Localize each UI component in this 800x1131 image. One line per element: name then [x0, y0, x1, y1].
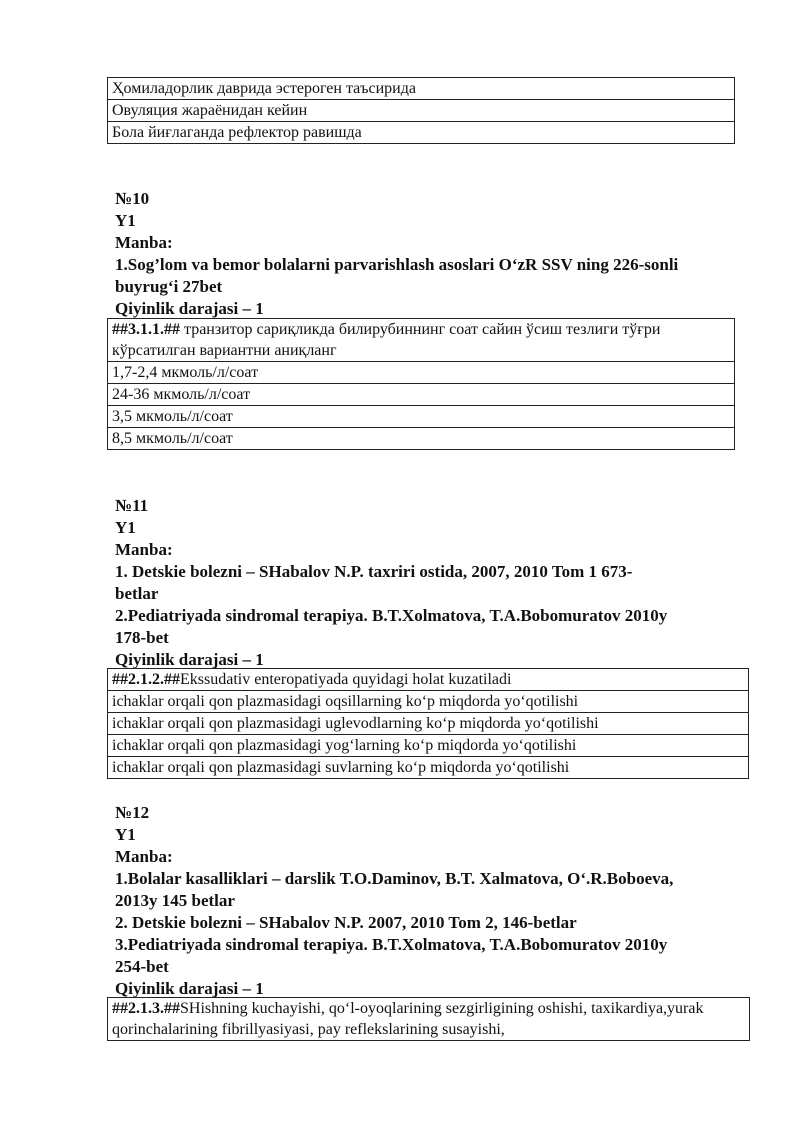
answer-cell: 24-36 мкмоль/л/соат: [108, 384, 735, 406]
table-row: [108, 757, 749, 779]
source-line: betlar: [115, 584, 159, 603]
answer-cell: Бола йиғлаганда рефлектор равишда: [108, 122, 735, 144]
source-line: 1. Detskie bolezni – SHabalov N.P. taxriri ostida, 2007, 2010 Tom 1 673-: [115, 562, 633, 581]
answer-cell: ichaklar orqali qon plazmasidagi suvlarning ko‘p miqdorda yo‘qotilishi: [108, 757, 749, 779]
source-label: Manba:: [115, 233, 173, 252]
question-12-header: [115, 802, 765, 1000]
question-number: №10: [115, 189, 150, 208]
table-row: [108, 406, 735, 428]
answer-cell: ichaklar orqali qon plazmasidagi yog‘larning ko‘p miqdorda yo‘qotilishi: [108, 735, 749, 757]
question-cell: [108, 669, 749, 691]
question-number: №11: [115, 496, 149, 515]
table-row: [108, 384, 735, 406]
question-code: ##2.1.3.##: [112, 1000, 180, 1017]
question-code: ##3.1.1.##: [112, 321, 180, 338]
question-10-header: [115, 188, 765, 320]
answer-cell: 3,5 мкмоль/л/соат: [108, 406, 735, 428]
question-level: Y1: [115, 211, 136, 230]
source-line: 1.Sog’lom va bemor bolalarni parvarishlash asoslari O‘zR SSV ning 226-sonli: [115, 255, 679, 274]
question-10-table: [107, 318, 735, 450]
table-row: [108, 691, 749, 713]
table-row: [108, 735, 749, 757]
source-line: 2013y 145 betlar: [115, 891, 235, 910]
table-row: [108, 713, 749, 735]
question-11-header: [115, 495, 765, 671]
difficulty-label: Qiyinlik darajasi – 1: [115, 650, 264, 669]
question-row: [108, 319, 735, 362]
difficulty-label: Qiyinlik darajasi – 1: [115, 979, 264, 998]
answers-table-continued: [107, 77, 735, 144]
question-cell: [108, 998, 750, 1041]
table-row: [108, 78, 735, 100]
source-line: 254-bet: [115, 957, 169, 976]
source-line: 2.Pediatriyada sindromal terapiya. B.T.Xolmatova, T.A.Bobomuratov 2010y: [115, 606, 668, 625]
source-line: 1.Bolalar kasalliklari – darslik T.O.Daminov, B.T. Xalmatova, O‘.R.Boboeva,: [115, 869, 674, 888]
table-row: [108, 362, 735, 384]
answer-cell: ichaklar orqali qon plazmasidagi uglevodlarning ko‘p miqdorda yo‘qotilishi: [108, 713, 749, 735]
question-level: Y1: [115, 518, 136, 537]
answer-cell: 1,7-2,4 мкмоль/л/соат: [108, 362, 735, 384]
answer-cell: 8,5 мкмоль/л/соат: [108, 428, 735, 450]
question-code: ##2.1.2.##: [112, 671, 180, 688]
source-label: Manba:: [115, 847, 173, 866]
source-line: 2. Detskie bolezni – SHabalov N.P. 2007, 2010 Tom 2, 146-betlar: [115, 913, 577, 932]
answer-cell: Овуляция жараёнидан кейин: [108, 100, 735, 122]
question-text: транзитор сариқликда билирубиннинг соат сайин ўсиш тезлиги тўғри кўрсатилган вариантни аниқланг: [112, 321, 661, 359]
table-row: [108, 122, 735, 144]
question-row: [108, 998, 750, 1041]
question-number: №12: [115, 803, 150, 822]
question-12-table: [107, 997, 750, 1041]
question-row: [108, 669, 749, 691]
question-11-table: [107, 668, 749, 779]
source-line: 3.Pediatriyada sindromal terapiya. B.T.Xolmatova, T.A.Bobomuratov 2010y: [115, 935, 668, 954]
question-level: Y1: [115, 825, 136, 844]
source-line: buyrug‘i 27bet: [115, 277, 223, 296]
question-text: SHishning kuchayishi, qo‘l-oyoqlarining sezgirligining oshishi, taxikardiya,yurak qorinchalarining fibrillyasiyasi, pay reflekslarining susayishi,: [112, 1000, 704, 1038]
source-label: Manba:: [115, 540, 173, 559]
question-cell: [108, 319, 735, 362]
answer-cell: ichaklar orqali qon plazmasidagi oqsillarning ko‘p miqdorda yo‘qotilishi: [108, 691, 749, 713]
answer-cell: Ҳомиладорлик даврида эстероген таъсирида: [108, 78, 735, 100]
difficulty-label: Qiyinlik darajasi – 1: [115, 299, 264, 318]
table-row: [108, 100, 735, 122]
table-row: [108, 428, 735, 450]
question-text: Ekssudativ enteropatiyada quyidagi holat kuzatiladi: [180, 671, 512, 688]
source-line: 178-bet: [115, 628, 169, 647]
